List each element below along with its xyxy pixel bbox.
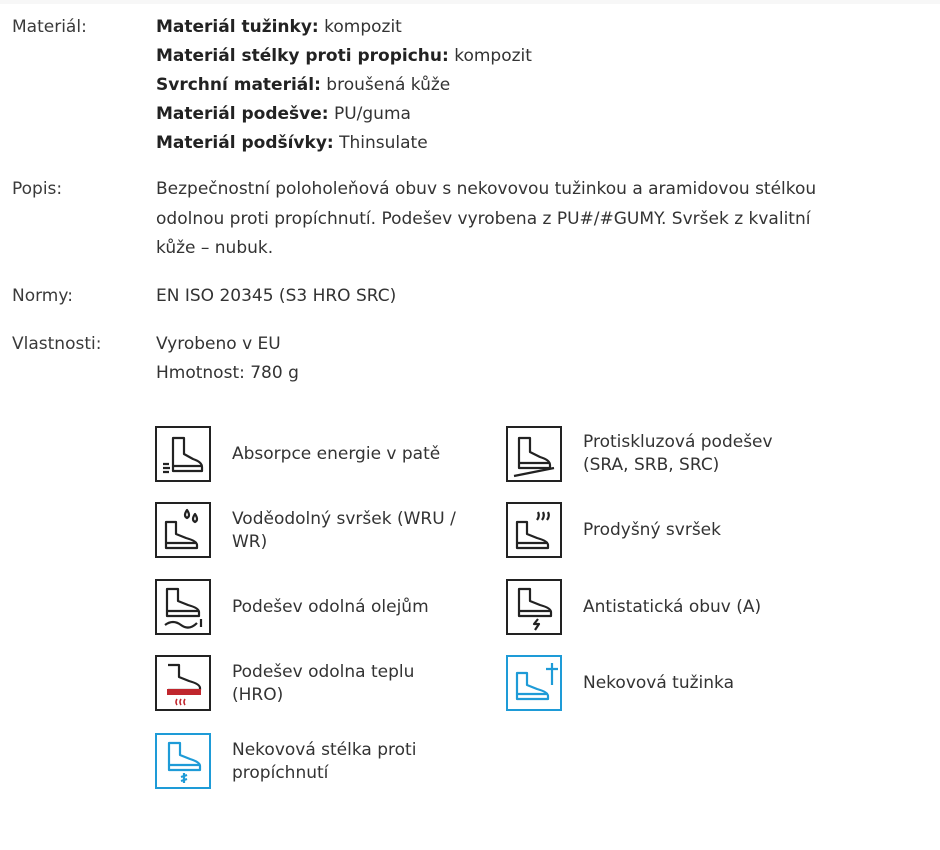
breathable-upper-icon — [506, 502, 562, 558]
popis-text: Bezpečnostní poloholeňová obuv s nekovovou tužinkou a aramidovou stélkou odolnou proti propíchnutí. Podešev vyrobena z PU#/#GUMY. Svršek z kvalitní kůže – nubuk. — [156, 179, 817, 258]
waterproof-upper-icon — [155, 502, 211, 558]
normy-value: EN ISO 20345 (S3 HRO SRC) — [156, 286, 397, 306]
material-values — [156, 13, 836, 158]
antistatic-icon — [506, 579, 562, 635]
anti-slip-sole-icon — [506, 426, 562, 482]
feature-label: Nekovová tužinka — [583, 673, 734, 693]
popis-label: Popis: — [12, 179, 63, 199]
material-item: Svrchní materiál: broušená kůže — [156, 75, 451, 95]
oil-resistant-sole-icon — [155, 579, 211, 635]
feature-label: Antistatická obuv (A) — [583, 597, 762, 617]
heat-resistant-sole-icon — [155, 655, 211, 711]
non-metal-midsole-icon — [155, 733, 211, 789]
feature-label: Podešev odolná olejům — [232, 597, 429, 617]
feature-label: Voděodolný svršek (WRU / WR) — [232, 509, 456, 552]
feature-label: Absorpce energie v patě — [232, 444, 441, 464]
vlastnosti-values: Vyrobeno v EU Hmotnost: 780 g — [156, 334, 299, 383]
energy-absorption-icon — [155, 426, 211, 482]
material-item: Materiál podšívky: Thinsulate — [156, 133, 428, 153]
normy-label: Normy: — [12, 286, 73, 306]
material-item: Materiál stélky proti propichu: kompozit — [156, 46, 532, 66]
non-metal-toecap-icon — [506, 655, 562, 711]
top-divider — [0, 0, 940, 4]
material-item: Materiál tužinky: kompozit — [156, 17, 402, 37]
feature-label: Podešev odolna teplu (HRO) — [232, 662, 415, 705]
feature-label: Protiskluzová podešev (SRA, SRB, SRC) — [583, 432, 773, 475]
feature-label: Nekovová stélka proti propíchnutí — [232, 740, 417, 783]
feature-label: Prodyšný svršek — [583, 520, 721, 540]
vlastnosti-label: Vlastnosti: — [12, 334, 102, 354]
material-label: Materiál: — [12, 17, 87, 37]
material-item: Materiál podešve: PU/guma — [156, 104, 411, 124]
